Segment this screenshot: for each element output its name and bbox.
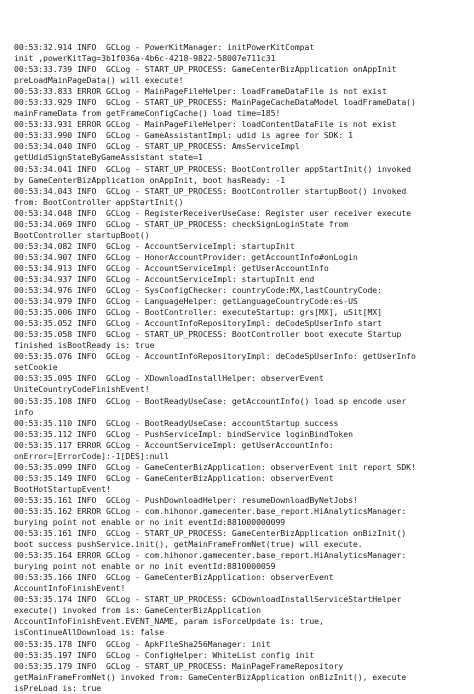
log-line: 00:53:35.006 INFO GCLog - BootController: executeStartup: grs[MX], uSit[MX] [14, 307, 382, 318]
log-line: onError=[ErrorCode]:-1[DES]:null [14, 450, 169, 461]
log-line: 00:53:35.166 INFO GCLog - GameCenterBizApplication: observerEvent [14, 572, 334, 583]
log-line: 00:53:35.108 INFO GCLog - BootReadyUseCase: getAccountInfo() load sp encode user [14, 395, 407, 406]
log-line: init ,powerKitTag=3b1f036a-4b6c-4218-9822-58007e711c31 [14, 53, 276, 64]
log-line: 00:53:35.161 INFO GCLog - PushDownloadHelper: resumeDownloadByNetJobs! [14, 494, 358, 505]
log-line: 00:53:34.043 INFO GCLog - START_UP_PROCESS: BootController startupBoot() invoked [14, 185, 407, 196]
log-line: 00:53:34.048 INFO GCLog - RegisterReceiverUseCase: Register user receiver execute [14, 207, 412, 218]
log-line: burying point not enable or no init eventId:881000000099 [14, 517, 286, 528]
log-line: boot success pushService.init(), getMainFrameFromNet(true) will execute. [14, 539, 363, 550]
log-line: getMainFrameFromNet() invoked from: GameCenterBizApplication onBizInit(), execute [14, 671, 407, 682]
log-line: by GameCenterBizApplication onAppInit, boot hasReady: -1 [14, 174, 286, 185]
log-line: isContinueAllDownload is: false [14, 627, 165, 638]
log-line: 00:53:33.833 ERROR GCLog - MainPageFileHelper: loadFrameDataFile is not exist [14, 86, 387, 97]
log-line: BootController startupBoot() [14, 229, 150, 240]
log-line: setCookie [14, 362, 58, 373]
log-line: AccountInfoFinishEvent! [14, 583, 126, 594]
log-line: BootHotStartupEvent! [14, 483, 111, 494]
log-line: 00:53:35.149 INFO GCLog - GameCenterBizApplication: observerEvent [14, 472, 334, 483]
log-line: info [14, 406, 34, 417]
log-line: 00:53:35.095 INFO GCLog - XDownloadInstallHelper: observerEvent [14, 373, 324, 384]
log-line: 00:53:35.178 INFO GCLog - ApkFileSha256Manager: init [14, 638, 271, 649]
log-line: 00:53:33.929 INFO GCLog - START_UP_PROCESS: MainPageCacheDataModel loadFrameData() [14, 97, 416, 108]
log-line: 00:53:34.979 INFO GCLog - LanguageHelper: getLanguageCountryCode:es-US [14, 296, 358, 307]
log-line: burying point not enable or no init eventId:8810000059 [14, 561, 276, 572]
log-line: UniteCountryCodeFinishEvent! [14, 384, 150, 395]
log-line: isPreLoad is: true [14, 682, 102, 693]
log-line: 00:53:33.931 ERROR GCLog - MainPageFileHelper: loadContentDataFile is not exist [14, 119, 397, 130]
log-line: 00:53:34.907 INFO GCLog - HonorAccountProvider: getAccountInfo#onLogin [14, 251, 358, 262]
log-line: 00:53:35.197 INFO GCLog - ConfigHelper: WhiteList config init [14, 649, 315, 660]
log-line: 00:53:35.076 INFO GCLog - AccountInfoRepositoryImpl: deCodeSpUserInfo: getUserInfo [14, 351, 416, 362]
log-line: from: BootController appStartInit() [14, 196, 184, 207]
log-line: execute() invoked from is: GameCenterBizApplication [14, 605, 261, 616]
log-line: 00:53:35.099 INFO GCLog - GameCenterBizApplication: observerEvent init report SDK! [14, 461, 416, 472]
log-line: 00:53:34.040 INFO GCLog - START_UP_PROCESS: AmsServiceImpl [14, 141, 300, 152]
log-line: getUdidSignStateByGameAssistant state=1 [14, 152, 203, 163]
log-line: AccountInfoFinishEvent.EVENT_NAME, param isForceUpdate is: true, [14, 616, 324, 627]
log-line: 00:53:35.112 INFO GCLog - PushServiceImpl: bindService loginBindToken [14, 428, 353, 439]
log-line: 00:53:35.174 INFO GCLog - START_UP_PROCESS: GCDownloadInstallServiceStartHelper [14, 594, 402, 605]
log-line: 00:53:33.739 INFO GCLog - START_UP_PROCESS: GameCenterBizApplication onAppInit [14, 64, 397, 75]
log-line: 00:53:35.110 INFO GCLog - BootReadyUseCase: accountStartup success [14, 417, 339, 428]
log-line: 00:53:35.117 ERROR GCLog - AccountServiceImpl: getUserAccountInfo: [14, 439, 334, 450]
log-line: 00:53:32.914 INFO GCLog - PowerKitManager: initPowerKitCompat [14, 42, 315, 52]
log-line: 00:53:35.162 ERROR GCLog - com.hihonor.gamecenter.base_report.HiAnalyticsManager: [14, 505, 407, 516]
log-line: 00:53:35.179 INFO GCLog - START_UP_PROCESS: MainPageFrameRepository [14, 660, 344, 671]
log-line: 00:53:34.937 INFO GCLog - AccountServiceImpl: startupInit end [14, 273, 315, 284]
log-line: 00:53:35.161 INFO GCLog - START_UP_PROCESS: GameCenterBizApplication onBizInit() [14, 528, 407, 539]
log-line: 00:53:34.041 INFO GCLog - START_UP_PROCESS: BootController appStartInit() invoked [14, 163, 412, 174]
log-line: 00:53:34.082 INFO GCLog - AccountServiceImpl: startupInit [14, 240, 295, 251]
log-text-block [14, 42, 462, 694]
log-line: preLoadMainPageData() will execute! [14, 75, 184, 86]
log-line: 00:53:34.976 INFO GCLog - SysConfigChecker: countryCode:MX,lastCountryCode: [14, 285, 382, 296]
log-line: 00:53:35.052 INFO GCLog - AccountInfoRepositoryImpl: deCodeSpUserInfo start [14, 318, 382, 329]
log-line: 00:53:35.164 ERROR GCLog - com.hihonor.gamecenter.base_report.HiAnalyticsManager: [14, 550, 407, 561]
log-line: 00:53:34.069 INFO GCLog - START_UP_PROCESS: checkSignLoginState from [14, 218, 349, 229]
log-line: 00:53:33.990 INFO GCLog - GameAssistantImpl: udid is agree for SDK: 1 [14, 130, 353, 141]
log-line: 00:53:34.913 INFO GCLog - AccountServiceImpl: getUserAccountInfo [14, 262, 329, 273]
log-line: 00:53:35.058 INFO GCLog - START_UP_PROCESS: BootController boot execute Startup [14, 329, 402, 340]
log-line: finished isBootReady is: true [14, 340, 155, 351]
log-line: mainFrameData from getFrameConfigCache() load time=185! [14, 108, 281, 119]
